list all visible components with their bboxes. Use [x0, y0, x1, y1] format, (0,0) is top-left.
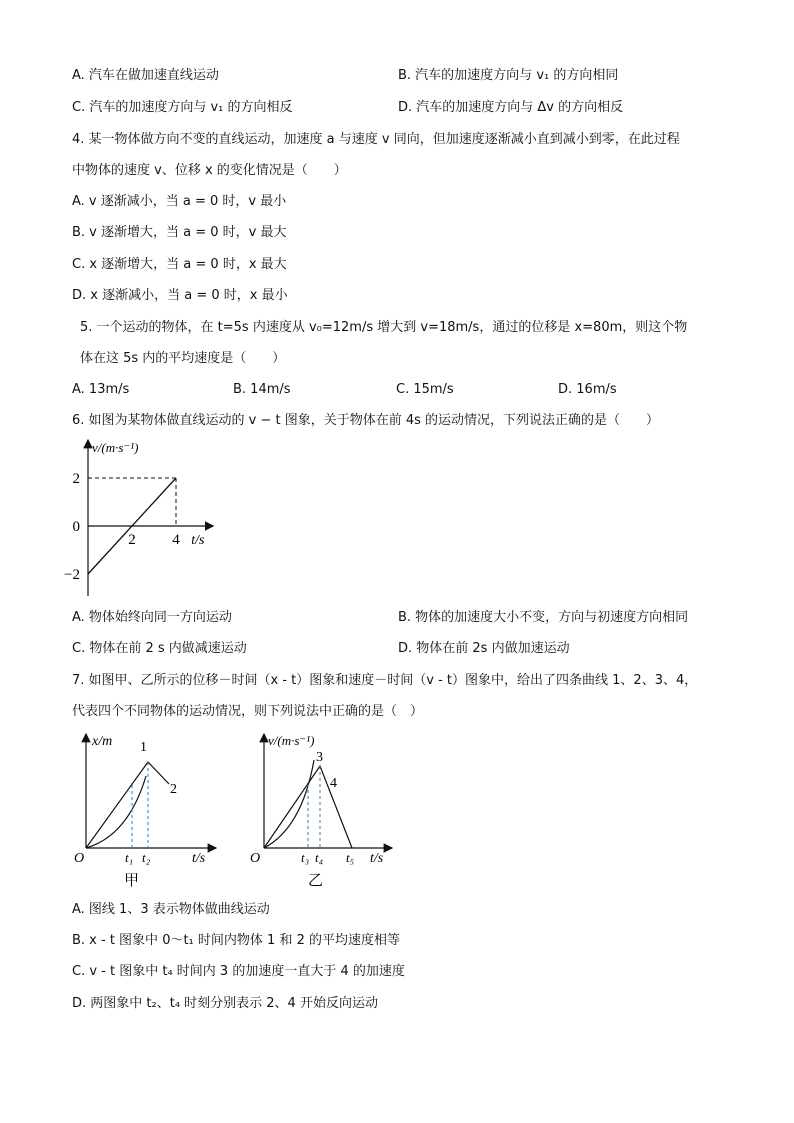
q5-option-a: A. 13m/s [72, 382, 130, 397]
q7-vt-graph-yi [244, 728, 404, 892]
q6-y-tick-label: 2 [72, 471, 80, 487]
yi-tick-t5: t₅ [346, 850, 355, 865]
q4-option-d: D. x 逐渐减小，当 a = 0 时，x 最小 [72, 288, 288, 303]
yi-x-label: t/s [370, 851, 384, 866]
q4-option-a: A. v 逐渐减小，当 a = 0 时，v 最小 [72, 194, 287, 209]
q6-vt-graph [66, 436, 256, 608]
q5-option-c: C. 15m/s [396, 382, 454, 397]
q6-x-tick-label: 2 [128, 532, 136, 548]
q6-option-c: C. 物体在前 2 s 内做减速运动 [72, 641, 247, 656]
q7-stem-line2: 代表四个不同物体的运动情况，则下列说法中正确的是（ ） [72, 704, 424, 719]
q7-option-d: D. 两图象中 t₂、t₄ 时刻分别表示 2、4 开始反向运动 [72, 996, 378, 1011]
q5-stem-line2: 体在这 5s 内的平均速度是（ ） [80, 351, 286, 366]
q6-stem: 6. 如图为某物体做直线运动的 v − t 图象，关于物体在前 4s 的运动情况，下列说法正确的是（ ） [72, 413, 660, 428]
q6-option-d: D. 物体在前 2s 内做加速运动 [398, 641, 570, 656]
q6-x-axis-label: t/s [191, 533, 205, 548]
q4-option-c: C. x 逐渐增大，当 a = 0 时，x 最大 [72, 257, 287, 272]
q6-y-tick-label: 0 [72, 519, 80, 535]
yi-curve-label-3: 3 [316, 750, 323, 765]
yi-y-label: v/(m·s⁻¹) [268, 733, 315, 748]
yi-origin: O [250, 851, 261, 866]
q6-option-b: B. 物体的加速度大小不变，方向与初速度方向相同 [398, 610, 689, 625]
yi-line-4 [264, 766, 352, 848]
jia-curve-label-1: 1 [140, 740, 147, 755]
jia-tick-t1: t₁ [125, 850, 134, 865]
q7-option-b: B. x - t 图象中 0～t₁ 时间内物体 1 和 2 的平均速度相等 [72, 933, 400, 948]
jia-x-label: t/s [192, 851, 206, 866]
q4-stem-line1: 4. 某一物体做方向不变的直线运动，加速度 a 与速度 v 同向，但加速度逐渐减小直到减小到零，在此过程 [72, 132, 680, 147]
yi-tick-t3: t₃ [301, 850, 310, 865]
yi-curve-label-4: 4 [330, 776, 337, 791]
q5-option-b: B. 14m/s [233, 382, 291, 397]
yi-curve-3 [264, 760, 314, 848]
q3-option-a: A. 汽车在做加速直线运动 [72, 68, 219, 83]
q7-xt-graph-jia [66, 728, 226, 892]
q5-stem-line1: 5. 一个运动的物体，在 t=5s 内速度从 v₀=12m/s 增大到 v=18m/s，通过的位移是 x=80m，则这个物 [80, 320, 688, 335]
q3-option-c: C. 汽车的加速度方向与 v₁ 的方向相反 [72, 100, 293, 115]
jia-y-label: x/m [92, 734, 113, 749]
jia-tick-t2: t₂ [142, 850, 151, 865]
q6-x-tick-label: 4 [172, 532, 180, 548]
q7-option-a: A. 图线 1、3 表示物体做曲线运动 [72, 902, 270, 917]
q4-stem-line2: 中物体的速度 v、位移 x 的变化情况是（ ） [72, 163, 347, 178]
q7-stem-line1: 7. 如图甲、乙所示的位移－时间（x - t）图象和速度－时间（v - t）图象中，给出了四条曲线 1、2、3、4， [72, 673, 698, 688]
jia-caption: 甲 [124, 873, 140, 889]
yi-tick-t4: t₄ [315, 850, 324, 865]
yi-caption: 乙 [308, 873, 324, 889]
q6-y-tick-label: −2 [64, 567, 80, 583]
q6-y-axis-label: v/(m·s⁻¹) [92, 440, 139, 455]
jia-line-2 [86, 762, 169, 848]
q3-option-d: D. 汽车的加速度方向与 Δv 的方向相反 [398, 100, 624, 115]
q5-option-d: D. 16m/s [558, 382, 617, 397]
q3-option-b: B. 汽车的加速度方向与 v₁ 的方向相同 [398, 68, 619, 83]
q6-option-a: A. 物体始终向同一方向运动 [72, 610, 232, 625]
q4-option-b: B. v 逐渐增大，当 a = 0 时，v 最大 [72, 225, 287, 240]
q7-option-c: C. v - t 图象中 t₄ 时间内 3 的加速度一直大于 4 的加速度 [72, 964, 405, 979]
jia-curve-1 [86, 776, 146, 848]
jia-curve-label-2: 2 [170, 782, 177, 797]
jia-origin: O [74, 851, 85, 866]
